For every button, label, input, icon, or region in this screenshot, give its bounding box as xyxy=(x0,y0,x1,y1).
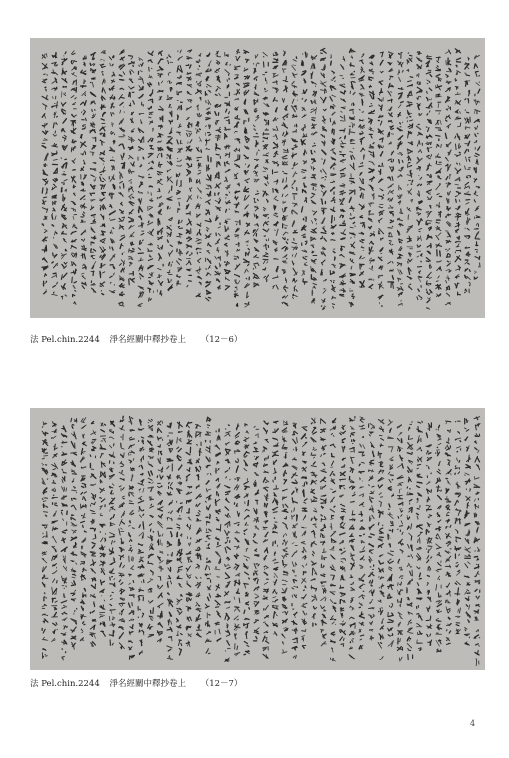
manuscript-plate-12-6 xyxy=(30,38,485,318)
caption-plate-number: （12－6） xyxy=(200,335,243,345)
manuscript-image-12-6 xyxy=(30,38,485,318)
plate-caption-12-6 xyxy=(30,333,242,345)
plate-caption-12-7 xyxy=(30,677,242,689)
manuscript-plate-12-7 xyxy=(30,408,485,670)
manuscript-image-12-7 xyxy=(30,408,485,670)
caption-collection: 法 Pel.chin.2244 xyxy=(30,335,100,345)
caption-title: 淨名經關中釋抄卷上 xyxy=(109,335,186,345)
page-number: 4 xyxy=(470,719,476,728)
caption-collection: 法 Pel.chin.2244 xyxy=(30,679,100,689)
caption-plate-number: （12－7） xyxy=(200,679,243,689)
caption-title: 淨名經關中釋抄卷上 xyxy=(109,679,186,689)
